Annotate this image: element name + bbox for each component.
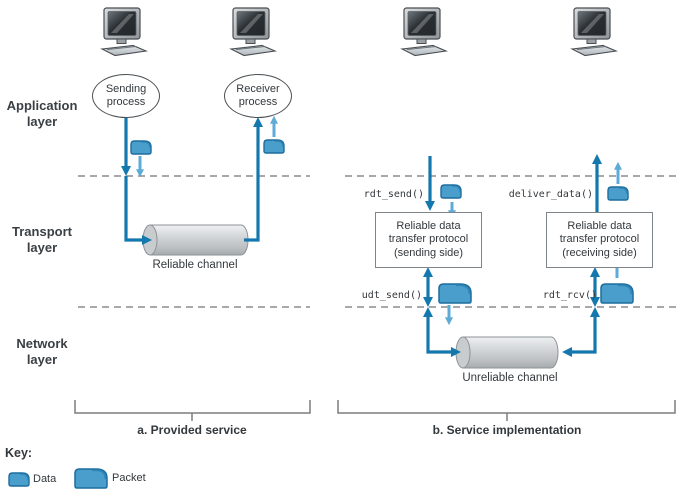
sending-process-oval: Sending process [92, 74, 160, 118]
data-icon [264, 140, 284, 153]
send-into-channel-arrow [126, 176, 143, 240]
computer-icon [102, 8, 146, 56]
reliable-channel-label: Reliable channel [152, 259, 238, 271]
deliver-data-label: deliver_data() [508, 189, 593, 200]
rdt-send-label: rdt_send() [363, 189, 424, 200]
caption-provided-service: a. Provided service [137, 423, 247, 437]
unreliable-channel-label: Unreliable channel [462, 372, 558, 384]
key-packet-icon [75, 469, 107, 488]
packet-icon [439, 284, 471, 303]
recv-into-unreliable-arrow [571, 316, 595, 352]
bracket-a [75, 400, 310, 413]
computer-icon [572, 8, 616, 56]
data-icon [608, 187, 628, 200]
data-icon [441, 185, 461, 198]
udt-send-label: udt_send() [361, 290, 422, 301]
computer-icon [231, 8, 275, 56]
key-packet-label: Packet [112, 472, 146, 484]
caption-service-implementation: b. Service implementation [432, 423, 582, 437]
bracket-b [338, 400, 675, 413]
application-layer-label: Application layer [6, 98, 78, 129]
sending-protocol-box: Reliable data transfer protocol (sending side) [375, 212, 482, 268]
channel-to-receiver-arrow [244, 126, 258, 240]
packet-icon [601, 284, 633, 303]
computer-icon [402, 8, 446, 56]
transport-layer-label: Transport layer [12, 224, 72, 255]
receiving-protocol-box: Reliable data transfer protocol (receiving side) [546, 212, 653, 268]
rdt-rcv-label: rdt_rcv() [542, 290, 597, 301]
unreliable-channel-cylinder [456, 337, 558, 368]
send-into-unreliable-arrow [428, 316, 452, 352]
key-data-icon [9, 473, 29, 486]
reliable-channel-cylinder [143, 225, 248, 255]
data-icon [131, 141, 151, 154]
receiver-process-oval: Receiver process [224, 74, 292, 118]
key-title: Key: [5, 446, 33, 460]
network-layer-label: Network layer [16, 336, 68, 367]
key-data-label: Data [33, 473, 57, 485]
